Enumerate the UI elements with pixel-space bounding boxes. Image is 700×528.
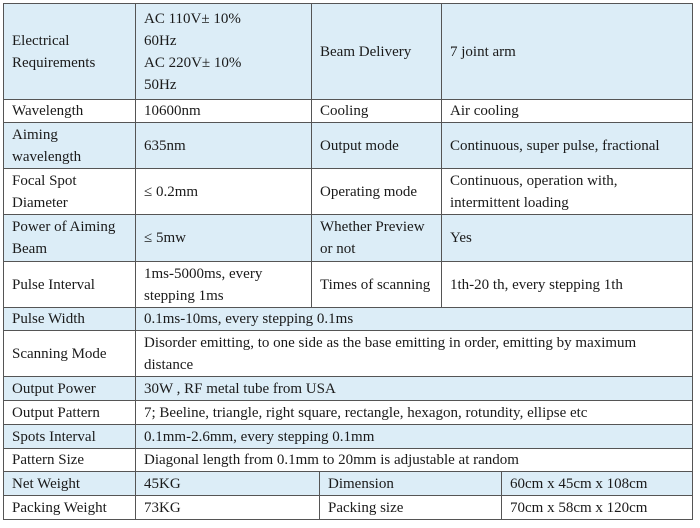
row-value: 30W , RF metal tube from USA	[136, 377, 693, 401]
row-value-2: Yes	[442, 215, 693, 262]
row-value: Disorder emitting, to one side as the base emitting in order, emitting by maximum distance	[136, 331, 693, 377]
row-label: Spots Interval	[4, 425, 136, 449]
row-value-2: 1th-20 th, every stepping 1th	[442, 262, 693, 308]
row-value-2: 7 joint arm	[442, 4, 693, 100]
table-row	[4, 169, 693, 215]
value-line: 50Hz	[144, 76, 177, 93]
row-value: 7; Beeline, triangle, right square, rectangle, hexagon, rotundity, ellipse etc	[136, 401, 693, 425]
table-row	[4, 123, 693, 169]
table-row	[4, 100, 693, 123]
row-label-2: Dimension	[320, 472, 502, 496]
value-line: AC 220V± 10%	[144, 54, 242, 71]
table-row	[4, 425, 693, 449]
row-value-2: Continuous, super pulse, fractional	[442, 123, 693, 169]
row-value: 0.1mm-2.6mm, every stepping 0.1mm	[136, 425, 693, 449]
table-row	[4, 496, 693, 520]
row-label-2: Cooling	[312, 100, 442, 123]
table-row	[4, 4, 693, 100]
row-value	[136, 4, 312, 100]
row-label: Wavelength	[4, 100, 136, 123]
row-value: Diagonal length from 0.1mm to 20mm is adjustable at random	[136, 449, 693, 472]
row-value: 635nm	[136, 123, 312, 169]
row-label: Electrical Requirements	[4, 4, 136, 100]
row-label: Output Power	[4, 377, 136, 401]
row-value-2: 70cm x 58cm x 120cm	[502, 496, 693, 520]
row-value: 1ms-5000ms, every stepping 1ms	[136, 262, 312, 308]
row-value: 0.1ms-10ms, every stepping 0.1ms	[136, 308, 693, 331]
row-value: 45KG	[136, 472, 320, 496]
row-label: Scanning Mode	[4, 331, 136, 377]
row-label-2: Packing size	[320, 496, 502, 520]
row-label: Pattern Size	[4, 449, 136, 472]
row-label: Pulse Interval	[4, 262, 136, 308]
row-label: Power of Aiming Beam	[4, 215, 136, 262]
table-row	[4, 472, 693, 496]
row-label-2: Beam Delivery	[312, 4, 442, 100]
row-label-2: Times of scanning	[312, 262, 442, 308]
row-label: Output Pattern	[4, 401, 136, 425]
row-label: Pulse Width	[4, 308, 136, 331]
table-row	[4, 308, 693, 331]
spec-table	[3, 3, 693, 520]
table-row	[4, 449, 693, 472]
row-label-2: Operating mode	[312, 169, 442, 215]
row-value: ≤ 5mw	[136, 215, 312, 262]
row-value-2: Continuous, operation with, intermittent loading	[442, 169, 693, 215]
value-line: AC 110V± 10%	[144, 10, 241, 27]
row-label: Net Weight	[4, 472, 136, 496]
table-row	[4, 401, 693, 425]
table-row	[4, 262, 693, 308]
row-label: Aiming wavelength	[4, 123, 136, 169]
row-label-2: Output mode	[312, 123, 442, 169]
row-value-2: Air cooling	[442, 100, 693, 123]
row-value: 10600nm	[136, 100, 312, 123]
table-row	[4, 331, 693, 377]
value-line: 60Hz	[144, 32, 177, 49]
table-row	[4, 377, 693, 401]
row-value: ≤ 0.2mm	[136, 169, 312, 215]
table-row	[4, 215, 693, 262]
row-value: 73KG	[136, 496, 320, 520]
row-label: Focal Spot Diameter	[4, 169, 136, 215]
row-label-2: Whether Preview or not	[312, 215, 442, 262]
row-label: Packing Weight	[4, 496, 136, 520]
row-value-2: 60cm x 45cm x 108cm	[502, 472, 693, 496]
